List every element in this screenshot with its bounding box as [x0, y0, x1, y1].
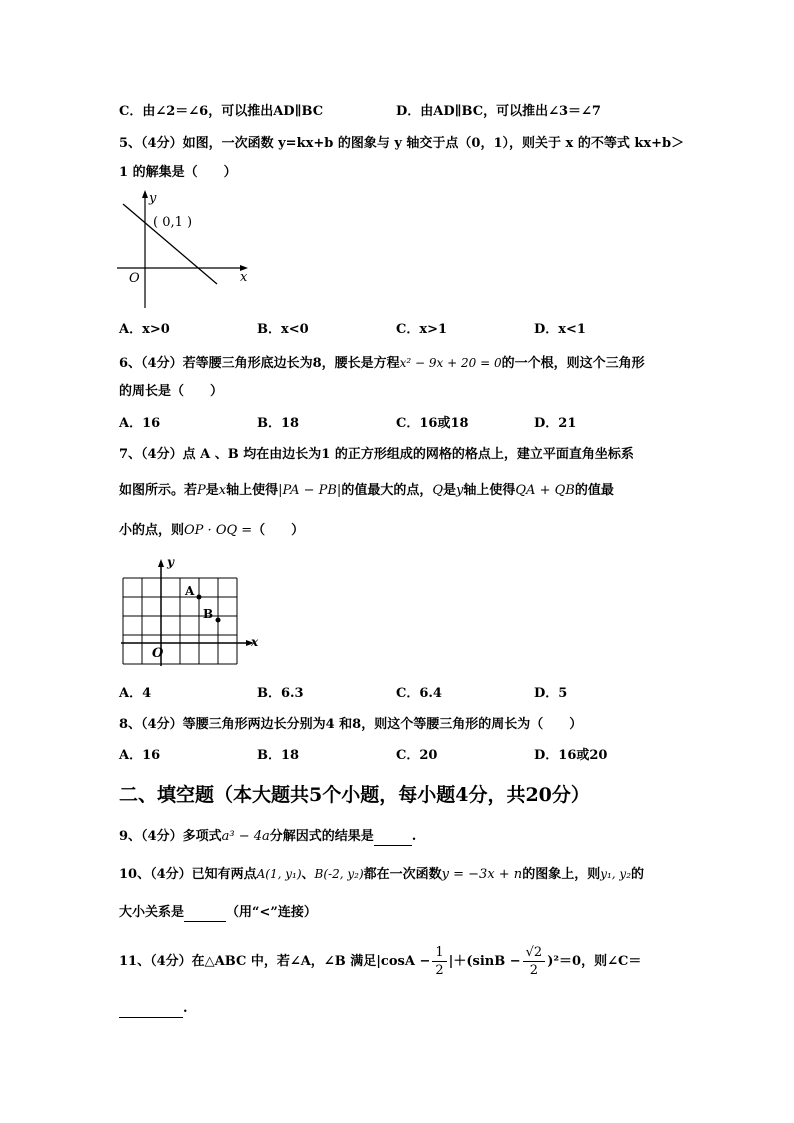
q11-fraction-half [432, 944, 446, 979]
q8-stem: 8、（4分）等腰三角形两边长分别为4 和8，则这个等腰三角形的周长为（ ） [119, 717, 583, 732]
q9-answer-blank[interactable] [374, 831, 412, 846]
q4-option-d: D．由AD∥BC，可以推出∠3＝∠7 [396, 104, 601, 119]
q10-end: 的 [631, 867, 645, 882]
origin-label: O [129, 271, 140, 286]
q10-separator: 、 [301, 867, 315, 882]
y-axis-label: y [167, 556, 174, 569]
q7-text-c: 轴上使得 [226, 483, 279, 498]
q10-line2-suffix: （用“<”连接） [226, 905, 317, 920]
q6-option-b: B．18 [257, 416, 300, 431]
q6-equation: x² − 9x + 20 = 0 [399, 356, 502, 370]
q7-var-p: P [197, 483, 206, 498]
q9-suffix: 分解因式的结果是 [269, 829, 374, 844]
q8-option-c: C．20 [396, 748, 438, 763]
x-axis-label: x [240, 270, 248, 285]
q7-text-d: 的值最大的点， [341, 483, 433, 498]
point-b-label: B [203, 607, 214, 621]
q6-prefix: 6、（4分）若等腰三角形底边长为8，腰长是方程 [119, 356, 400, 371]
q7-stem-line2 [119, 482, 614, 500]
q5-option-a: A．x>0 [119, 322, 170, 337]
q11-frac2-denominator: 2 [529, 963, 539, 978]
q7-stem-line1: 7、（4分）点 A 、B 均在由边长为1 的正方形组成的网格的格点上，建立平面直角坐标系 [119, 447, 634, 462]
q9-end: . [411, 829, 417, 844]
q11-answer-blank[interactable] [119, 1003, 183, 1018]
q9-prefix: 9、（4分）多项式 [119, 829, 222, 844]
point-label: ( 0,1 ) [153, 215, 193, 230]
q7-expr-op-oq: OP · OQ = [184, 523, 253, 538]
q11-answer-line [119, 1000, 188, 1018]
q10-mid: 都在一次函数 [363, 867, 442, 882]
q10-point-b: B(-2, y₂) [314, 867, 364, 881]
q7-option-a: A．4 [119, 686, 152, 701]
q6-stem-line1 [119, 354, 645, 373]
q7-var-q: Q [432, 483, 443, 498]
q9-expression: a³ − 4a [221, 829, 270, 844]
q8-option-b: B．18 [257, 748, 300, 763]
q11-fraction-root2-over-2 [523, 944, 546, 979]
q5-option-b: B．x<0 [257, 322, 309, 337]
q5-stem-line1: 5、（4分）如图，一次函数 y=kx+b 的图象与 y 轴交于点（0，1），则关于 x 的不等式 kx+b＞ [119, 136, 685, 151]
point-a-label: A [185, 584, 195, 598]
q9-stem [119, 828, 416, 846]
q11-mid: |＋(sinB − [448, 954, 521, 969]
q6-option-d: D．21 [534, 416, 577, 431]
q10-vars: y₁, y₂ [600, 867, 632, 881]
q7-text-g: 的值最 [574, 483, 614, 498]
q11-prefix: 11、（4分）在△ABC 中，若∠A，∠B 满足|cosA − [119, 954, 431, 969]
section-2-title: 二、填空题（本大题共5个小题，每小题4分，共20分） [119, 784, 590, 806]
q10-point-a: A(1, y₁) [256, 867, 302, 881]
q7-text-h: 小的点，则 [119, 523, 185, 538]
q7-expr-qa-qb: QA + QB [515, 483, 575, 498]
y-axis-arrow [158, 559, 164, 567]
x-axis-label: x [251, 635, 259, 649]
q10-prefix: 10、（4分）已知有两点 [119, 867, 257, 882]
point-a [197, 595, 202, 600]
y-axis-arrow [142, 190, 148, 198]
q6-option-c: C．16或18 [396, 416, 469, 431]
point-b [216, 618, 221, 623]
q5-option-d: D．x<1 [534, 322, 586, 337]
q6-suffix: 的一个根，则这个三角形 [501, 356, 645, 371]
q10-function: y = −3x + n [441, 867, 523, 882]
q10-line2-prefix: 大小关系是 [119, 905, 185, 920]
q11-end: . [183, 1001, 188, 1016]
q7-var-x: x [218, 483, 227, 498]
q7-text-i: （ ） [252, 523, 305, 538]
q7-expr-pa-pb: |PA − PB| [278, 483, 342, 498]
q8-option-d: D．16或20 [534, 748, 608, 763]
q11-frac1-numerator: 1 [432, 944, 446, 962]
q8-option-a: A．16 [119, 748, 161, 763]
q11-frac2-numerator: √2 [523, 944, 546, 962]
origin-label: O [152, 646, 164, 661]
q10-answer-blank[interactable] [184, 907, 226, 922]
q7-grid-figure [117, 556, 267, 672]
q7-text-b: 是 [205, 483, 219, 498]
q11-stem [119, 942, 641, 982]
q7-option-b: B．6.3 [257, 686, 304, 701]
q5-stem-line2: 1 的解集是（ ） [119, 165, 237, 180]
q7-var-y: y [456, 483, 464, 498]
q6-option-a: A．16 [119, 416, 161, 431]
q5-graph-figure [115, 188, 255, 312]
q11-frac1-denominator: 2 [435, 963, 444, 978]
q4-option-c: C．由∠2＝∠6，可以推出AD∥BC [119, 104, 324, 119]
q7-text-e: 是 [443, 483, 457, 498]
q7-text-f: 轴上使得 [463, 483, 516, 498]
q10-stem-line1 [119, 865, 644, 884]
y-axis-label: y [149, 191, 157, 206]
q6-stem-line2: 的周长是（ ） [119, 384, 224, 399]
q5-option-c: C．x>1 [396, 322, 448, 337]
q7-stem-line3 [119, 522, 304, 540]
q7-option-c: C．6.4 [396, 686, 442, 701]
q11-suffix: )²＝0，则∠C＝ [547, 954, 642, 969]
q10-stem-line2 [119, 904, 317, 922]
q7-option-d: D．5 [534, 686, 568, 701]
q7-text-a: 如图所示。若 [119, 483, 198, 498]
q10-mid2: 的图象上，则 [522, 867, 601, 882]
